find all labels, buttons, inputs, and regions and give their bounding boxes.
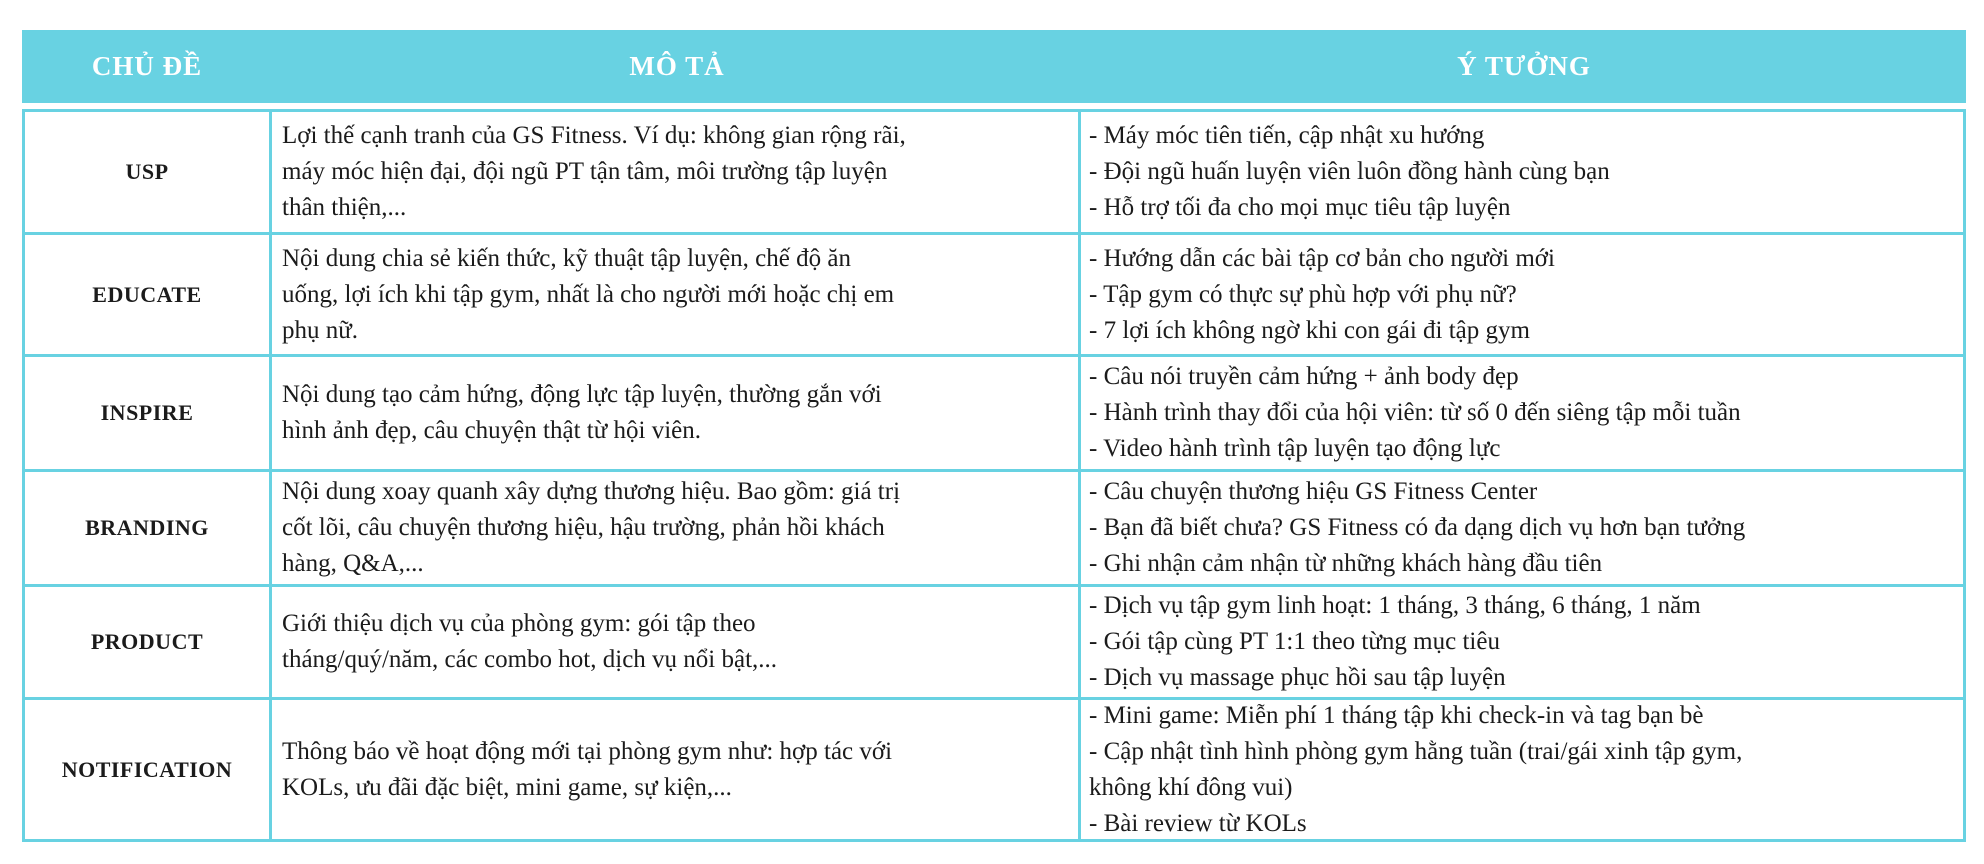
table-body: [22, 109, 1966, 842]
text-line: hình ảnh đẹp, câu chuyện thật từ hội viên.: [282, 417, 701, 444]
text-line: không khí đông vui): [1089, 773, 1293, 801]
text-line: hàng, Q&A,...: [282, 550, 424, 577]
text-line: - 7 lợi ích không ngờ khi con gái đi tập gym: [1089, 316, 1530, 344]
topic-cell-inspire: INSPIRE: [25, 357, 269, 469]
text-line: - Bài review từ KOLs: [1089, 809, 1307, 837]
text-line: - Hỗ trợ tối đa cho mọi mục tiêu tập luyện: [1089, 194, 1511, 221]
text-line: cốt lõi, câu chuyện thương hiệu, hậu trường, phản hồi khách: [282, 514, 885, 541]
description-cell-usp: [272, 112, 1078, 232]
table-header-row: [22, 30, 1966, 103]
description-cell-educate: [272, 235, 1078, 354]
text-line: uống, lợi ích khi tập gym, nhất là cho người mới hoặc chị em: [282, 280, 895, 308]
ideas-cell-educate: [1081, 235, 1963, 354]
text-line: thân thiện,...: [282, 194, 407, 221]
text-line: - Gói tập cùng PT 1:1 theo từng mục tiêu: [1089, 628, 1500, 655]
topic-cell-educate: EDUCATE: [25, 235, 269, 354]
text-line: Lợi thế cạnh tranh của GS Fitness. Ví dụ: không gian rộng rãi,: [282, 122, 906, 149]
topic-cell-usp: USP: [25, 112, 269, 232]
description-cell-product: [272, 587, 1078, 697]
column-header-topic: CHỦ ĐỀ: [91, 51, 203, 81]
column-header-ideas: Ý TƯỞNG: [1457, 51, 1591, 81]
topic-cell-notification: NOTIFICATION: [25, 700, 269, 839]
text-line: - Bạn đã biết chưa? GS Fitness có đa dạng dịch vụ hơn bạn tưởng: [1089, 514, 1746, 541]
ideas-cell-product: [1081, 587, 1963, 697]
text-line: - Dịch vụ massage phục hồi sau tập luyện: [1089, 664, 1506, 691]
description-cell-inspire: [272, 357, 1078, 469]
ideas-cell-inspire: [1081, 357, 1963, 469]
text-line: - Dịch vụ tập gym linh hoạt: 1 tháng, 3 tháng, 6 tháng, 1 năm: [1089, 592, 1701, 619]
text-line: Nội dung xoay quanh xây dựng thương hiệu. Bao gồm: giá trị: [282, 478, 901, 505]
text-line: tháng/quý/năm, các combo hot, dịch vụ nổi bật,...: [282, 646, 778, 673]
text-line: - Video hành trình tập luyện tạo động lực: [1089, 435, 1501, 462]
text-line: - Câu nói truyền cảm hứng + ảnh body đẹp: [1089, 363, 1519, 390]
description-cell-branding: [272, 472, 1078, 584]
text-line: - Ghi nhận cảm nhận từ những khách hàng đầu tiên: [1089, 550, 1603, 577]
text-line: Thông báo về hoạt động mới tại phòng gym như: hợp tác với: [282, 737, 893, 765]
content-plan-table: [22, 30, 1966, 842]
ideas-cell-notification: [1081, 700, 1963, 839]
text-line: Nội dung tạo cảm hứng, động lực tập luyện, thường gắn với: [282, 381, 882, 408]
text-line: - Câu chuyện thương hiệu GS Fitness Center: [1089, 478, 1538, 505]
text-line: - Tập gym có thực sự phù hợp với phụ nữ?: [1089, 280, 1517, 308]
text-line: - Máy móc tiên tiến, cập nhật xu hướng: [1089, 122, 1485, 149]
text-line: - Đội ngũ huấn luyện viên luôn đồng hành cùng bạn: [1089, 158, 1610, 185]
topic-cell-branding: BRANDING: [25, 472, 269, 584]
text-line: máy móc hiện đại, đội ngũ PT tận tâm, môi trường tập luyện: [282, 158, 888, 185]
text-line: - Mini game: Miễn phí 1 tháng tập khi check-in và tag bạn bè: [1089, 701, 1704, 729]
text-line: KOLs, ưu đãi đặc biệt, mini game, sự kiện,...: [282, 773, 732, 801]
text-line: - Cập nhật tình hình phòng gym hằng tuần (trai/gái xinh tập gym,: [1089, 737, 1743, 765]
column-header-description: MÔ TẢ: [629, 51, 725, 81]
text-line: Giới thiệu dịch vụ của phòng gym: gói tập theo: [282, 610, 756, 637]
text-line: - Hành trình thay đổi của hội viên: từ số 0 đến siêng tập mỗi tuần: [1089, 399, 1741, 426]
description-cell-notification: [272, 700, 1078, 839]
text-line: phụ nữ.: [282, 316, 359, 344]
topic-cell-product: PRODUCT: [25, 587, 269, 697]
text-line: Nội dung chia sẻ kiến thức, kỹ thuật tập luyện, chế độ ăn: [282, 244, 851, 272]
text-line: - Hướng dẫn các bài tập cơ bản cho người mới: [1089, 244, 1555, 272]
ideas-cell-branding: [1081, 472, 1963, 584]
ideas-cell-usp: [1081, 112, 1963, 232]
